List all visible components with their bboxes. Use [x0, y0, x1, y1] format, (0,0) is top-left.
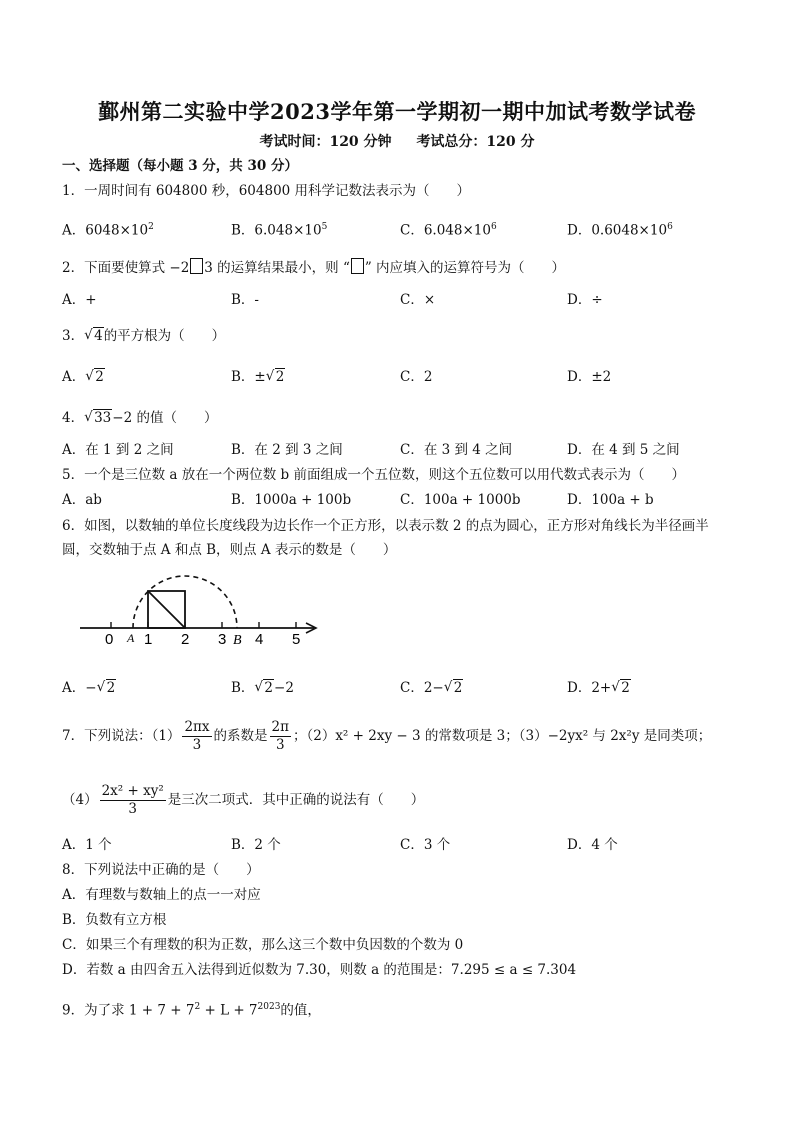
question-3-stem: 3．√ 4的平方根为（ ） [62, 327, 225, 345]
tick-label-4: 4 [255, 631, 264, 648]
page-title: 鄞州第二实验中学2023学年第一学期初一期中加试考数学试卷 [98, 99, 696, 124]
q8-option-d: D．若数 a 由四舍五入法得到近似数为 7.30，则数 a 的范围是：7.295 ≤ a ≤ 7.304 [62, 962, 577, 978]
question-7-stem-line1: 7．下列说法：（1） $\frac{2\pi x}{3}$ 的系数是 $\frac{2\pi}{3}$ ；（2）x² + 2xy − 3 的常数项是 3；（3）−2yx² 与 2x²y 是同类项； [62, 719, 712, 753]
tick-label-3: 3 [218, 631, 227, 648]
tick-label-5: 5 [292, 631, 301, 648]
q7-option-a: A．1 个 [62, 837, 112, 853]
q2-option-b: B．- [231, 292, 259, 308]
q1-option-d: D．$0.6048\times 10^6$ [567, 222, 673, 239]
q7-option-b: B．2 个 [231, 837, 281, 853]
q8-option-a: A．有理数与数轴上的点一一对应 [62, 887, 261, 903]
question-9-stem: 9．为了求 $1 + 7 + 7^2 + L + 7^{2023}$的值， [62, 1002, 321, 1019]
q8-option-b: B．负数有立方根 [62, 912, 167, 928]
q4-option-c: C．在 3 到 4 之间 [400, 442, 513, 458]
blank-box [190, 258, 203, 274]
q4-option-b: B．在 2 到 3 之间 [231, 442, 343, 458]
q5-option-b: B．1000a + 100b [231, 492, 352, 508]
exam-score: 考试总分：120 分 [416, 134, 535, 150]
point-b-label: B [233, 633, 242, 648]
fraction: $\frac{2\pi}{3}$ [271, 719, 289, 753]
q1-option-b: B．$6.048\times 10^5$ [231, 222, 328, 239]
q3-option-b: B．±√ 2 [231, 368, 285, 386]
fraction: $\frac{\text{2x² + xy²}}{3}$ [101, 783, 164, 817]
q5-option-d: D．100a + b [567, 492, 654, 508]
q6-option-d: D．2+√ 2 [567, 679, 631, 697]
q5-option-a: A．ab [62, 492, 102, 508]
q5-option-c: C．100a + 1000b [400, 492, 521, 508]
number-line-figure [76, 568, 326, 650]
q3-option-d: D．±2 [567, 369, 612, 385]
question-8-stem: 8．下列说法中正确的是（ ） [62, 862, 260, 878]
q7-option-c: C．3 个 [400, 837, 451, 853]
exam-time: 考试时间：120 分钟 [259, 134, 392, 150]
question-5-stem: 5．一个是三位数 a 放在一个两位数 b 前面组成一个五位数，则这个五位数可以用代数式表示为（ ） [62, 467, 685, 483]
sqrt-symbol: √ 4 [84, 327, 104, 345]
exam-info [0, 131, 794, 151]
question-4-stem: 4．√ 33−2 的值（ ） [62, 409, 217, 427]
q2-option-d: D．÷ [567, 292, 603, 308]
q6-option-a: A．−√ 2 [62, 679, 116, 697]
tick-label-0: 0 [105, 631, 114, 648]
tick-label-1: 1 [144, 631, 153, 648]
q4-option-d: D．在 4 到 5 之间 [567, 442, 680, 458]
question-6-stem-line2: 圆，交数轴于点 A 和点 B，则点 A 表示的数是（ ） [62, 542, 397, 558]
q6-option-c: C．2−√ 2 [400, 679, 463, 697]
q8-option-c: C．如果三个有理数的积为正数，那么这三个数中负因数的个数为 0 [62, 937, 464, 953]
section-heading: 一、选择题（每小题 3 分，共 30 分） [62, 158, 298, 174]
question-7-stem-line2: （4） $\frac{\text{2x² + xy²}}{3}$ 是三次二项式．其中正确的说法有（ ） [62, 783, 425, 817]
q6-option-b: B．√ 2−2 [231, 679, 294, 697]
q1-option-c: C．$6.048\times 10^6$ [400, 222, 497, 239]
q3-option-a: A．√ 2 [62, 368, 105, 386]
fraction: $\frac{2\pi x}{3}$ [184, 719, 210, 753]
square-diagonal [148, 591, 185, 628]
q3-option-c: C．2 [400, 369, 433, 385]
point-a-label: A [127, 631, 135, 645]
question-1-stem: 1．一周时间有 604800 秒，604800 用科学记数法表示为（ ） [62, 183, 471, 199]
tick-label-2: 2 [181, 631, 190, 648]
q4-option-a: A．在 1 到 2 之间 [62, 442, 174, 458]
q2-option-a: A．+ [62, 292, 97, 308]
q2-option-c: C．× [400, 292, 436, 308]
blank-box [351, 258, 364, 274]
q1-option-a: A．$6048\times 10^2$ [62, 222, 154, 239]
question-2-stem: 2．下面要使算式 −2 3 的运算结果最小，则 “ ” 内应填入的运算符号为（ ） [62, 260, 566, 276]
question-6-stem-line1: 6．如图，以数轴的单位长度线段为边长作一个正方形，以表示数 2 的点为圆心，正方形对角线长为半径画半 [62, 518, 709, 534]
q7-option-d: D．4 个 [567, 837, 618, 853]
